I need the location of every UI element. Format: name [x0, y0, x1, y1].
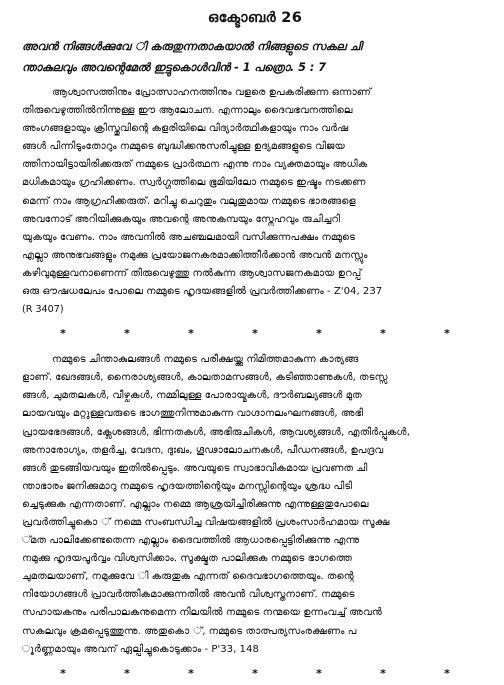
second-paragraph	[22, 351, 488, 659]
paragraph-line: എല്ലാ അനുഭവങ്ങളും നമുക്കു പ്രയോജനകരമാക്കിത്തീർക്കാൻ അവൻ മനസ്സും	[22, 249, 368, 261]
divider-star: *	[316, 327, 322, 341]
divider-star: *	[60, 666, 66, 680]
divider-star: *	[252, 327, 258, 341]
section-divider	[22, 323, 488, 345]
divider-star: *	[124, 666, 130, 680]
paragraph-line: ച്ചെടുക്കുക എന്നതാണ്. എല്ലാം നമ്മെ ആശ്രയിച്ചിരിക്കുന്നു എന്നുള്ളതുപോലെ	[22, 498, 369, 510]
verse-line: അവൻ നിങ്ങൾക്കുവേ ി കരുതുന്നതാകയാൽ നിങ്ങളുടെ സകല ചി	[22, 40, 362, 53]
paragraph-line: ൂർണ്ണമായും അവന് ഏല്പിച്ചുകൊടുക്കാം - P'33, 148	[22, 643, 259, 655]
paragraph-line: നമ്മുടെ ചിന്താകുലങ്ങൾ നമ്മുടെ പരീക്ഷയ്ക്കു നിമിത്തമാകുന്ന കാര്യങ്ങ	[52, 354, 359, 366]
paragraph-line: അവനോട് അറിയിക്കുകയും അവന്റെ അനുകമ്പയും സ്നേഹവും രുചിച്ചറി	[22, 213, 340, 225]
paragraph-line: അനാരോഗ്യം, തളർച്ച, വേദന, ദുഃഖം, ഗൂഢാലോചനകൾ, പീഡനങ്ങൾ, ഉപദ്രവ	[22, 444, 384, 456]
key-verse	[22, 36, 488, 78]
paragraph-line: ലായവയും മറ്റുള്ളവരുടെ ഭാഗത്തുനിന്നുമാകുന്ന വാഗ്ദാനലംഘനങ്ങൾ, അഭി	[22, 408, 363, 420]
paragraph-line: സഹായകനും പരിപാലകനുമെന്ന നിലയിൽ നമ്മുടെ നന്മയെ ഉന്നംവച്ച് അവൻ	[22, 607, 382, 619]
paragraph-line: സകലവും ക്രമപ്പെടുത്തുന്നു. അതുകൊ ്, നമ്മുടെ താത്പര്യസംരക്ഷണം പ	[22, 625, 357, 637]
divider-star: *	[380, 327, 386, 341]
paragraph-line: മധികമായും ഗ്രഹിക്കണം. സ്വർഗ്ഗത്തിലെ ഭൂമിയിലോ നമ്മുടെ ഇഷ്ടം നടക്കണ	[22, 177, 366, 189]
paragraph-line: ആശ്വാസത്തിനും പ്രോത്സാഹനത്തിനും വളരെ ഉപകരിക്കുന്ന ഒന്നാണ്	[52, 87, 372, 98]
page-title: ഒക്ടോബർ 26	[207, 10, 303, 26]
paragraph-line: ന്താഭാരം ജനിക്കുമാറു നമ്മുടെ ഹൃദയത്തിന്റെയും മനസ്സിന്റെയും ശ്രദ്ധ പിടി	[22, 480, 353, 492]
divider-star: *	[188, 666, 194, 680]
paragraph-line: കഴിവുമുള്ളവനാണെന്ന് തിരുവെഴുത്തു നൽകുന്ന ആശ്വാസജനകമായ ഉറപ്പ്	[22, 267, 362, 279]
divider-star: *	[380, 666, 386, 680]
paragraph-line: ങ്ങൾ, ചുമതലകൾ, വീഴ്ചകൾ, നമ്മിലുള്ള പോരായ്മകൾ, ദൗർബല്യങ്ങൾ മുത	[22, 390, 362, 402]
paragraph-line: ്മത പാലിക്കേണ്ടതെന്ന എല്ലാം ദൈവത്തിൽ ആധാരപ്പെട്ടിരിക്കുന്നു എന്നു	[22, 535, 360, 547]
paragraph-line: ഒരു ഔഷധലേപം പോലെ നമ്മുടെ ഹൃദയങ്ങളിൽ പ്രവർത്തിക്കണം - Z'04, 237	[22, 286, 383, 298]
divider-star: *	[60, 327, 66, 341]
paragraph-line: ചുമതലയാണ്, നമുക്കുവേ ി കരുതുക എന്നത് ദൈവഭാഗത്തെയും. തന്റെ	[22, 571, 354, 583]
divider-star: *	[444, 327, 450, 341]
divider-star: *	[188, 327, 194, 341]
paragraph-line: നിയോഗങ്ങൾ പ്രാവർത്തികമാക്കുന്നതിൽ അവൻ വിശ്വസ്തനാണ്. നമ്മുടെ	[22, 589, 355, 601]
first-paragraph	[22, 84, 488, 319]
paragraph-line: ത്തിനായിട്ടായിരിക്കരുത് നമ്മുടെ പ്രാർത്ഥന എന്നു നാം വ്യക്തമായും അധിക	[22, 159, 368, 171]
paragraph-line: അംഗങ്ങളായും ക്രിസ്തുവിന്റെ കളരിയിലെ വിദ്യാർത്ഥികളായും നാം വർഷ	[22, 123, 349, 135]
divider-star: *	[252, 666, 258, 680]
reference-code: (R 3407)	[22, 304, 64, 316]
divider-star: *	[316, 666, 322, 680]
paragraph-line: മെന്ന് നാം ആഗ്രഹിക്കരുത്. മറിച്ചു ചെറുതും വലുതുമായ നമ്മുടെ ഭാരങ്ങളെ	[22, 195, 356, 207]
divider-star: *	[124, 327, 130, 341]
paragraph-line: തിരുവെഴുത്തിൽനിന്നുള്ള ഈ ആലോചന. എന്നാലും ദൈവഭവനത്തിലെ	[22, 105, 353, 117]
paragraph-line: ങ്ങൾ തുടങ്ങിയവയും ഇതിൽപ്പെടും. അവയുടെ സ്വാഭാവികമായ പ്രവണത ചി	[22, 462, 368, 474]
paragraph-line: പ്രവർത്തിച്ചുകൊ ് നമ്മെ സംബന്ധിച്ച വിഷയങ്ങളിൽ പ്രശംസാർഹമായ സൂക്ഷ	[22, 516, 390, 528]
divider-star: *	[444, 666, 450, 680]
paragraph-line: നമുക്കു ഹൃദയപൂർവ്വം വിശ്വസിക്കാം. സൂക്ഷ്മത പാലിക്കുക നമ്മുടെ ഭാഗത്തെ	[22, 553, 353, 565]
paragraph-line: പ്രായഭേദങ്ങൾ, ക്ലേശങ്ങൾ, ഭിന്നതകൾ, അഭിരുചികൾ, ആവശ്യങ്ങൾ, എതിർപ്പുകൾ,	[22, 426, 410, 438]
section-divider	[22, 663, 488, 685]
paragraph-line: ങ്ങൾ പിന്നിടുംതോറും നമ്മുടെ ബുദ്ധിക്കനുസരിച്ചുള്ള ഉദ്യമങ്ങളുടെ വിജയ	[22, 141, 345, 153]
verse-line: ന്താകുലവും അവന്റെമേൽ ഇട്ടുകൊൾവിൻ - 1 പത്രൊ. 5 : 7	[22, 61, 327, 74]
paragraph-line: യുകയും വേണം. നാം അവനിൽ അചഞ്ചലമായി വസിക്കുന്നപക്ഷം നമ്മുടെ	[22, 231, 356, 243]
paragraph-line: ളാണ്. ഖേദങ്ങൾ, നൈരാശ്യങ്ങൾ, കാലതാമസങ്ങൾ, കടിഞ്ഞാണുകൾ, തടസ്സ	[22, 372, 388, 384]
